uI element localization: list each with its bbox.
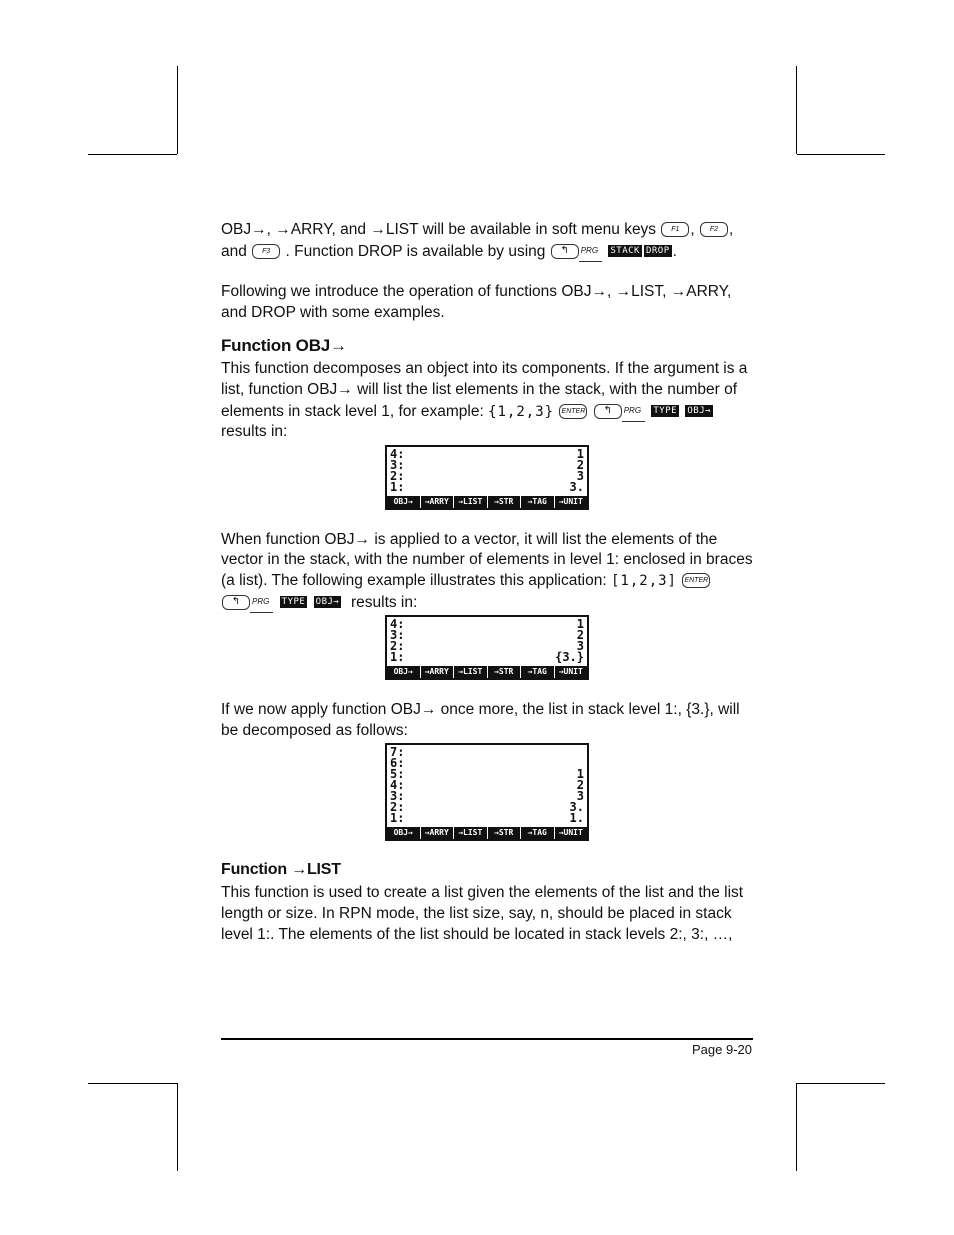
stack-rows: [387, 447, 587, 493]
soft-menu: [387, 666, 587, 678]
stack-level-row: [390, 619, 584, 630]
intro-paragraph: [221, 220, 753, 262]
crop-mark: [797, 154, 885, 155]
stack-softkey-icon: STACK: [610, 246, 640, 257]
stack-level-row: [390, 479, 584, 494]
intro-text: OBJ→, →ARRY, and →LIST will be available in soft menu keys: [221, 221, 657, 238]
stack-level-label: 3:: [390, 628, 405, 643]
enter-key-icon: ENTER: [559, 404, 587, 419]
stack-level-row: [390, 769, 584, 780]
obj-softkey-icon: OBJ→: [687, 406, 712, 417]
stack-level-value: {3.}: [555, 650, 584, 665]
stack-level-label: 7:: [390, 745, 405, 760]
stack-level-row: [390, 468, 584, 483]
stack-level-label: 1:: [390, 479, 405, 494]
intro-text: ,: [690, 221, 695, 238]
crop-mark: [796, 66, 797, 154]
crop-mark: [177, 1083, 178, 1171]
obj-text: results in:: [221, 423, 288, 441]
list-entry: {1,2,3}: [488, 403, 555, 420]
page-number: Page 9-20: [692, 1042, 752, 1057]
f1-key-icon: F1: [661, 222, 689, 237]
prg-label: PRG: [250, 592, 273, 614]
intro-paragraph-2: Following we introduce the operation of functions OBJ→, →LIST, →ARRY, and DROP with some examples.: [221, 283, 732, 321]
soft-menu-item: →STR: [487, 666, 521, 678]
type-softkey-icon: TYPE: [281, 597, 306, 608]
stack-level-label: 2:: [390, 468, 405, 483]
soft-menu-item: →LIST: [453, 827, 487, 839]
soft-menu-item: →STR: [487, 496, 521, 508]
stack-level-value: 2: [576, 628, 584, 643]
stack-level-label: 5:: [390, 767, 405, 782]
list-paragraph-1: This function is used to create a list given the elements of the list and the list length or size. In RPN mode, the list size, say, n, should be placed in stack level 1:. The elements of the list should be located in stack levels 2:, 3:, …,: [221, 884, 744, 943]
stack-level-label: 3:: [390, 789, 405, 804]
prg-label: PRG: [579, 241, 602, 263]
stack-level-value: 1.: [569, 811, 584, 826]
stack-level-label: 4:: [390, 778, 405, 793]
stack-level-label: 3:: [390, 457, 405, 472]
prg-label: PRG: [622, 401, 645, 423]
stack-level-label: 2:: [390, 800, 405, 815]
stack-level-value: 1: [576, 767, 584, 782]
stack-rows: [387, 745, 587, 824]
crop-mark: [88, 154, 177, 155]
left-shift-prg-key-icon: ↰ PRG: [551, 241, 602, 263]
obj-text: When function OBJ→ is applied to a vector, it will list the elements of the vector in the stack, with the number of elements in level 1: enclosed in braces (a list). The following example illustrates this application:: [221, 530, 753, 589]
soft-menu-item: OBJ→: [393, 496, 413, 506]
stack-level-row: [390, 446, 584, 461]
crop-mark: [796, 1083, 797, 1171]
calculator-screen: [385, 615, 589, 680]
stack-level-row: [390, 780, 584, 791]
stack-level-value: 1: [576, 446, 584, 461]
drop-softkey-icon: DROP: [645, 246, 670, 257]
soft-menu-item: →TAG: [520, 827, 554, 839]
stack-level-value: 3: [576, 468, 584, 483]
stack-level-row: [390, 747, 584, 758]
stack-level-value: 2: [576, 457, 584, 472]
soft-menu-item: →LIST: [453, 666, 487, 678]
intro-text: and: [221, 242, 247, 260]
left-shift-prg-key-icon: ↰ PRG: [222, 592, 273, 614]
stack-level-label: 4:: [390, 617, 405, 632]
page-content: [221, 220, 753, 945]
stack-level-row: [390, 791, 584, 802]
obj-softkey-icon: OBJ→: [315, 597, 340, 608]
crop-mark: [88, 1083, 177, 1084]
section-heading-list: Function →LIST: [221, 861, 341, 879]
stack-level-row: [390, 802, 584, 813]
crop-mark: [797, 1083, 885, 1084]
f2-key-icon: F2: [700, 222, 728, 237]
enter-key-icon: ENTER: [682, 573, 710, 588]
stack-level-label: 4:: [390, 446, 405, 461]
soft-menu-item: →LIST: [453, 496, 487, 508]
stack-level-label: 1:: [390, 811, 405, 826]
soft-menu-item: →UNIT: [554, 827, 588, 839]
stack-rows: [387, 617, 587, 663]
calculator-screen: [385, 743, 589, 841]
stack-level-row: [390, 813, 584, 824]
stack-level-value: 3: [576, 789, 584, 804]
crop-mark: [177, 66, 178, 154]
obj-paragraph-3: If we now apply function OBJ→ once more, the list in stack level 1:, {3.}, will be decomposed as follows:: [221, 701, 740, 739]
stack-level-value: 3.: [569, 479, 584, 494]
soft-menu-item: →STR: [487, 827, 521, 839]
stack-level-row: [390, 758, 584, 769]
soft-menu-item: →TAG: [520, 666, 554, 678]
intro-text: ,: [729, 221, 734, 238]
footer-rule: [221, 1038, 753, 1040]
soft-menu-item: →ARRY: [420, 496, 454, 508]
stack-level-label: 6:: [390, 756, 405, 771]
section-heading-obj: Function OBJ→: [221, 336, 347, 356]
stack-level-value: 3.: [569, 800, 584, 815]
stack-level-value: 2: [576, 778, 584, 793]
soft-menu-item: →ARRY: [420, 827, 454, 839]
stack-level-value: 3: [576, 639, 584, 654]
stack-level-value: 1: [576, 617, 584, 632]
stack-level-label: 1:: [390, 650, 405, 665]
soft-menu-item: →UNIT: [554, 666, 588, 678]
obj-text: This function decomposes an object into its components. If the argument is a list, function OBJ→ will list the list elements in the stack, with the number of elements in stack level 1, for example:: [221, 360, 748, 420]
f3-key-icon: F3: [252, 244, 280, 259]
soft-menu-item: →TAG: [520, 496, 554, 508]
soft-menu-item: OBJ→: [393, 828, 413, 838]
soft-menu: [387, 827, 587, 839]
stack-level-row: [390, 652, 584, 663]
stack-level-row: [390, 457, 584, 472]
soft-menu-item: OBJ→: [393, 667, 413, 677]
obj-paragraph-2: [221, 530, 753, 613]
obj-text: results in:: [350, 593, 418, 611]
soft-menu: [387, 496, 587, 508]
soft-menu-item: →ARRY: [420, 666, 454, 678]
left-shift-prg-key-icon: ↰ PRG: [594, 401, 645, 423]
soft-menu-item: →UNIT: [554, 496, 588, 508]
type-softkey-icon: TYPE: [653, 406, 678, 417]
calculator-screen: [385, 445, 589, 510]
intro-text: . Function DROP is available by using: [285, 242, 546, 260]
stack-level-label: 2:: [390, 639, 405, 654]
vector-entry: [1,2,3]: [610, 572, 677, 589]
stack-level-row: [390, 630, 584, 641]
obj-paragraph-1: [221, 359, 753, 442]
intro-text: .: [672, 242, 677, 260]
